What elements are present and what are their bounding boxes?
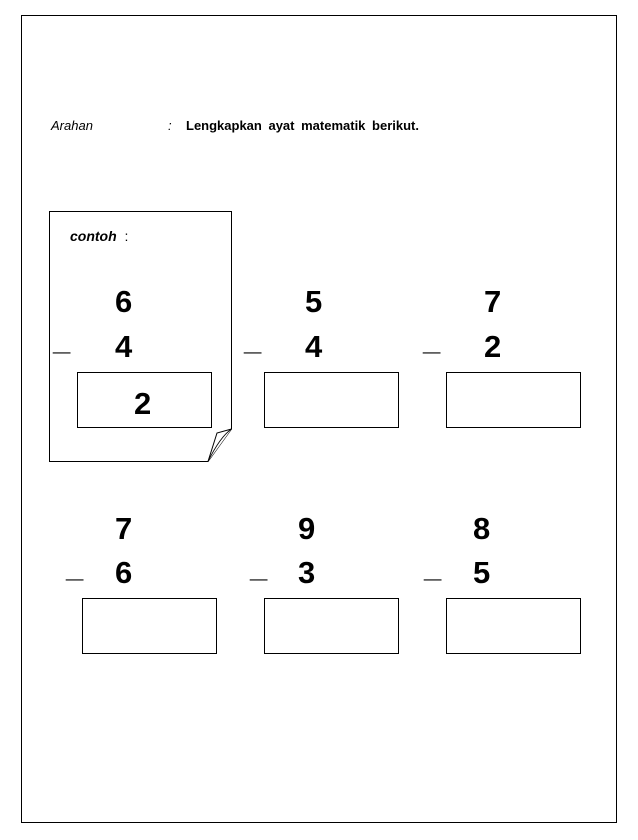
problem-6-top: 8 xyxy=(473,511,491,546)
example-label xyxy=(70,228,128,244)
problem-5-bottom: 3 xyxy=(298,555,316,590)
problem-2-top: 5 xyxy=(305,284,323,319)
problem-4-top: 7 xyxy=(115,511,133,546)
problem-2-answer-box[interactable] xyxy=(264,372,399,428)
problem-6-bottom: 5 xyxy=(473,555,491,590)
problem-1-bottom: 4 xyxy=(115,329,133,364)
problem-6-minus: _ xyxy=(424,549,442,584)
instruction-text: Lengkapkan ayat matematik berikut. xyxy=(186,118,419,133)
instruction-label: Arahan xyxy=(51,118,93,133)
problem-1-minus: _ xyxy=(53,322,71,357)
problem-3-top: 7 xyxy=(484,284,502,319)
problem-4-minus: _ xyxy=(66,549,84,584)
problem-3-answer-box[interactable] xyxy=(446,372,581,428)
problem-3-minus: _ xyxy=(423,322,441,357)
problem-1-answer: 2 xyxy=(134,386,152,421)
problem-1-top: 6 xyxy=(115,284,133,319)
problem-2-bottom: 4 xyxy=(305,329,323,364)
problem-3-bottom: 2 xyxy=(484,329,502,364)
problem-4-bottom: 6 xyxy=(115,555,133,590)
problem-5-top: 9 xyxy=(298,511,316,546)
example-label-colon: : xyxy=(124,228,129,244)
problem-4-answer-box[interactable] xyxy=(82,598,217,654)
problem-5-minus: _ xyxy=(250,549,268,584)
problem-5-answer-box[interactable] xyxy=(264,598,399,654)
instruction-colon: : xyxy=(168,118,172,133)
problem-6-answer-box[interactable] xyxy=(446,598,581,654)
example-label-text: contoh xyxy=(70,228,117,244)
problem-2-minus: _ xyxy=(244,322,262,357)
